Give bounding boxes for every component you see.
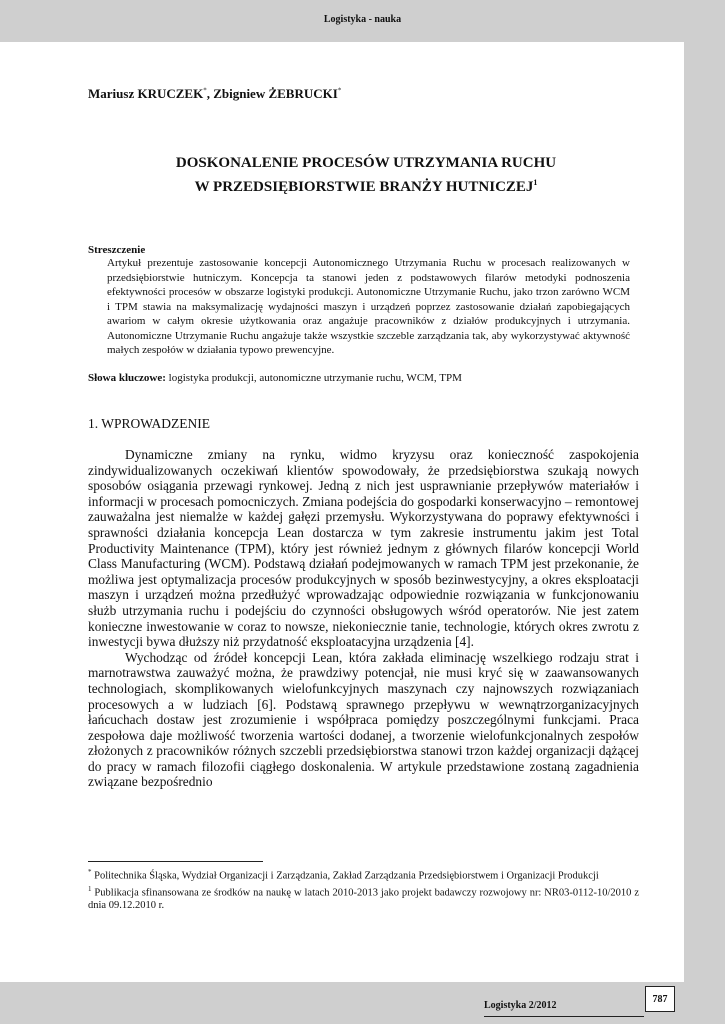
footnotes (88, 866, 639, 912)
title-line-1: DOSKONALENIE PROCESÓW UTRZYMANIA RUCHU (175, 155, 557, 171)
section-heading: 1. WPROWADZENIE (88, 416, 210, 431)
right-margin-bar (684, 42, 725, 982)
footer-bar (0, 982, 725, 1024)
header-bar (0, 0, 725, 42)
authors-line (88, 86, 341, 102)
author-2: Zbigniew ŻEBRUCKI (213, 86, 338, 101)
keywords-line (88, 371, 648, 385)
article-title (88, 154, 644, 197)
footnote-1-mark: * (88, 868, 92, 876)
paragraph-2: Wychodząc od źródeł koncepcji Lean, która zakłada eliminację wszelkiego rodzaju strat i marnotrawstwa zauważyć można, że prawdziwy potencjał, nie musi kryć się w zaawansowanych technologiach, skomplikowanych wielofunkcyjnych maszynach czy najnowszych rozwiązaniach procesowych a w ludziach [6]. Podstawą sprawnego przepływu w wewnątrzorganizacyjnych łańcuchach dostaw jest zrozumienie i współpraca pomiędzy poszczególnymi funkcjami. Praca zespołowa daje możliwość tworzenia wartości dodanej, a tworzenie wielofunkcjonalnych zespołów złożonych z pracowników różnych szczebli przedsiębiorstwa stanowi trzon każdej organizacji dążącej do pracy w ramach filozofii ciągłego doskonalenia. W artykule przedstawione zostaną zagadnienia związane bezpośrednio (88, 649, 639, 790)
abstract-text: Artykuł prezentuje zastosowanie koncepcji Autonomicznego Utrzymania Ruchu w procesach realizowanych w przedsiębiorstwie hutniczym. Koncepcja ta stanowi jeden z podstawowych filarów metodyki podnoszenia efektywności procesów w obszarze logistyki produkcji. Autonomiczne Utrzymanie Ruchu, jako trzon zarówno WCM i TPM stawia na maksymalizację wydajności maszyn i urządzeń poprzez zastosowanie działań zapobiegających awariom w całym okresie użytkowania oraz angażuje pracowników z działów produkcyjnych i utrzymania. Autonomiczne Utrzymanie Ruchu angażuje także wszystkie szczeble zarządzania tak, aby wykorzystywać aktywność małych zespołów w działania typowo prewencyjne. (107, 257, 630, 356)
footnote-1-text: Politechnika Śląska, Wydział Organizacji i Zarządzania, Zakład Zarządzania Przedsiębiorstwem i Organizacji Produkcji (91, 870, 599, 882)
title-footnote-mark: 1 (533, 178, 538, 187)
footnote-2-mark: 1 (88, 884, 92, 893)
keywords-text: logistyka produkcji, autonomiczne utrzymanie ruchu, WCM, TPM (165, 372, 462, 384)
footer-divider (484, 1016, 644, 1017)
journal-issue: Logistyka 2/2012 (484, 1000, 557, 1011)
footnote-divider (88, 861, 263, 862)
keywords-label: Słowa kluczowe: (88, 372, 166, 384)
title-line-2-wrap (88, 173, 644, 197)
author-2-mark: * (337, 86, 342, 95)
body-text (88, 447, 639, 790)
footnote-1 (88, 866, 639, 883)
title-line-2: W PRZEDSIĘBIORSTWIE BRANŻY HUTNICZEJ (194, 179, 534, 195)
page-number: 787 (645, 986, 675, 1012)
author-1: Mariusz KRUCZEK (88, 86, 204, 101)
footnote-2-text: Publikacja sfinansowana ze środków na naukę w latach 2010-2013 jako projekt badawczy rozwojowy nr: NR03-0112-10/2010 z dnia 09.12.2010 r. (88, 887, 639, 911)
journal-section: Logistyka - nauka (323, 14, 402, 25)
author-1-mark: * (203, 86, 207, 95)
footnote-2 (88, 883, 639, 913)
author-separator: , (206, 86, 214, 101)
paragraph-1: Dynamiczne zmiany na rynku, widmo kryzysu oraz konieczność zaspokojenia zindywidualizowanych oczekiwań klientów spowodowały, że przedsiębiorstwa szukają nowych sposobów osiągania przewagi rynkowej. Jedną z nich jest usprawnianie przepływów materiałów i informacji w procesach pomocniczych. Zmiana podejścia do gospodarki konserwacyjno – remontowej zauważalna jest niemalże w każdej gałęzi przemysłu. Wykorzystywana do poprawy efektywności i sprawności działania koncepcja Lean dostarcza w tym zakresie instrumentu jakim jest Total Productivity Maintenance (TPM), który jest również jednym z głównych filarów koncepcji World Class Manufacturing (WCM). Podstawą działań podejmowanych w ramach TPM jest przekonanie, że możliwa jest optymalizacja procesów produkcyjnych w sposób bezinwestycyjny, a okres eksploatacji maszyn i urządzeń można przedłużyć wprowadzając odpowiednie rozwiązania w funkcjonowaniu służb utrzymania ruchu i podejściu do czynności obsługowych wśród operatorów. Nie jest zatem konieczne inwestowanie w coraz to nowsze, niekoniecznie tanie, technologie, których okres zwrotu z inwestycji bywa dłuższy niż przydatność eksploatacyjna urządzenia [4]. (88, 447, 639, 650)
abstract-heading: Streszczenie (88, 244, 146, 256)
